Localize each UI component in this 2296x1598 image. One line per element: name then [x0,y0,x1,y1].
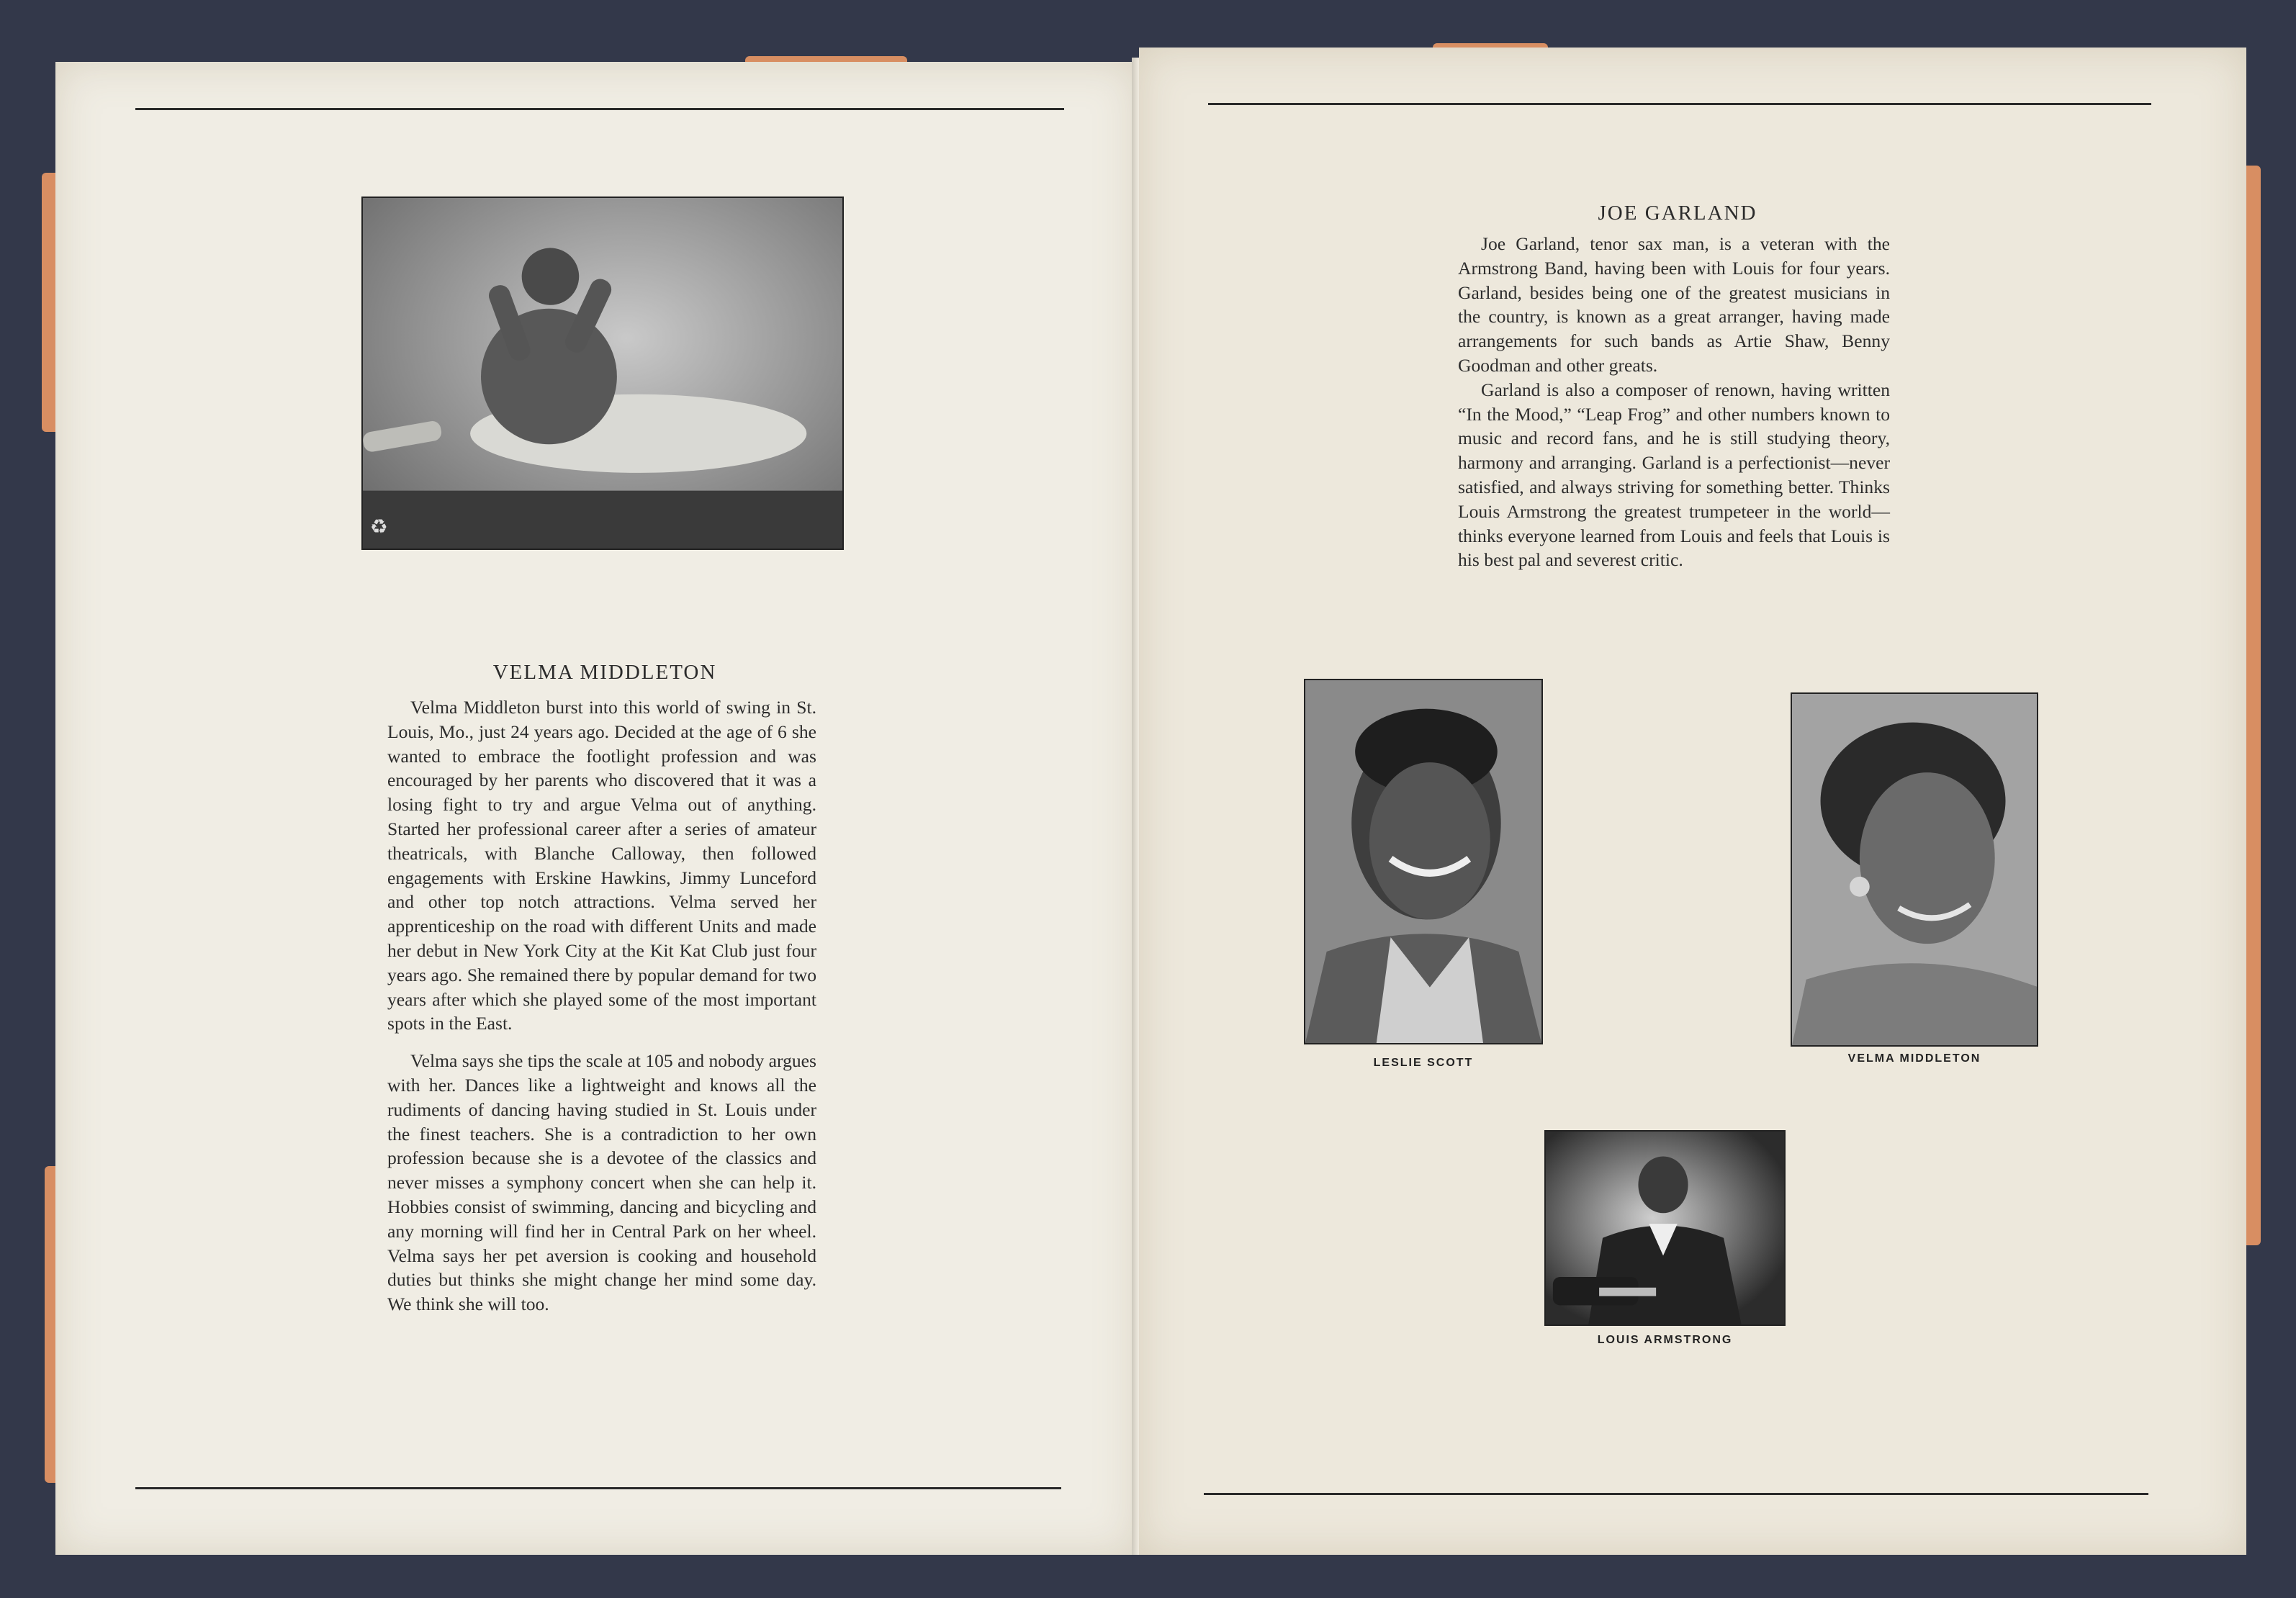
garland-paragraph-2: Garland is also a composer of renown, having written “In the Mood,” “Leap Frog” and other numbers known to music and record fans, and he is still studying theory, harmony and arranging. Garland is a perfectionist—never satisfied, and always striving for something better. Thinks Louis Armstrong the greatest trumpeteer in the world—thinks everyone learned from Louis and feels that Louis is his best pal and severest critic. [1458,379,1890,571]
bottom-rule-right [1204,1493,2148,1495]
svg-text:♻: ♻ [369,515,388,539]
velma-middleton-caption: VELMA MIDDLETON [1847,1052,1981,1065]
top-rule-left [135,108,1064,110]
velma-paragraph-2: Velma says she tips the scale at 105 and nobody argues with her. Dances like a lightweight and knows all the rudiments of dancing having studied in St. Louis under the finest teachers. She is a contradiction to her own profession because she is a devotee of the classics and never misses a symphony concert when she can help it. Hobbies consist of swimming, dancing and bicycling and any morning will find her in Central Park on her wheel. Velma says her pet aversion is cooking and household duties but thinks she might change her mind some day. We think she will too. [387,1050,816,1315]
velma-middleton-photo [361,197,844,550]
garland-article-title: JOE GARLAND [1598,202,1757,225]
velma-article-body [387,695,816,1330]
velma-paragraph-1: Velma Middleton burst into this world of swing in St. Louis, Mo., just 24 years ago. Decided at the age of 6 she wanted to embrace the footlight profession and was encouraged by her parents who discovered that it was a losing fight to try and argue Velma out of anything. Started her professional career after a series of amateur theatricals, with Blanche Calloway, then followed engagements with Erskine Hawkins, Jimmy Lunceford and other top notch attractions. Velma served her apprenticeship on the road with different Units and made her debut in New York City at the Kit Kat Club just four years ago. She remained there by popular demand for two years after which she played some of the most important spots in the East. [387,697,816,1034]
velma-middleton-portrait [1791,692,2038,1047]
louis-armstrong-photo [1544,1130,1786,1326]
velma-article-title: VELMA MIDDLETON [492,661,717,684]
leslie-scott-photo [1304,679,1543,1044]
bottom-rule-left [135,1487,1061,1489]
louis-armstrong-caption: LOUIS ARMSTRONG [1597,1334,1733,1346]
garland-paragraph-1: Joe Garland, tenor sax man, is a veteran with the Armstrong Band, having been with Louis for four years. Garland, besides being one of the greatest musicians in the country, is known as a great arranger, having made arrangements for such bands as Artie Shaw, Benny Goodman and other greats. [1458,233,1890,376]
top-rule-right [1208,103,2151,105]
garland-article-body [1458,232,1890,585]
leslie-scott-caption: LESLIE SCOTT [1373,1057,1474,1069]
